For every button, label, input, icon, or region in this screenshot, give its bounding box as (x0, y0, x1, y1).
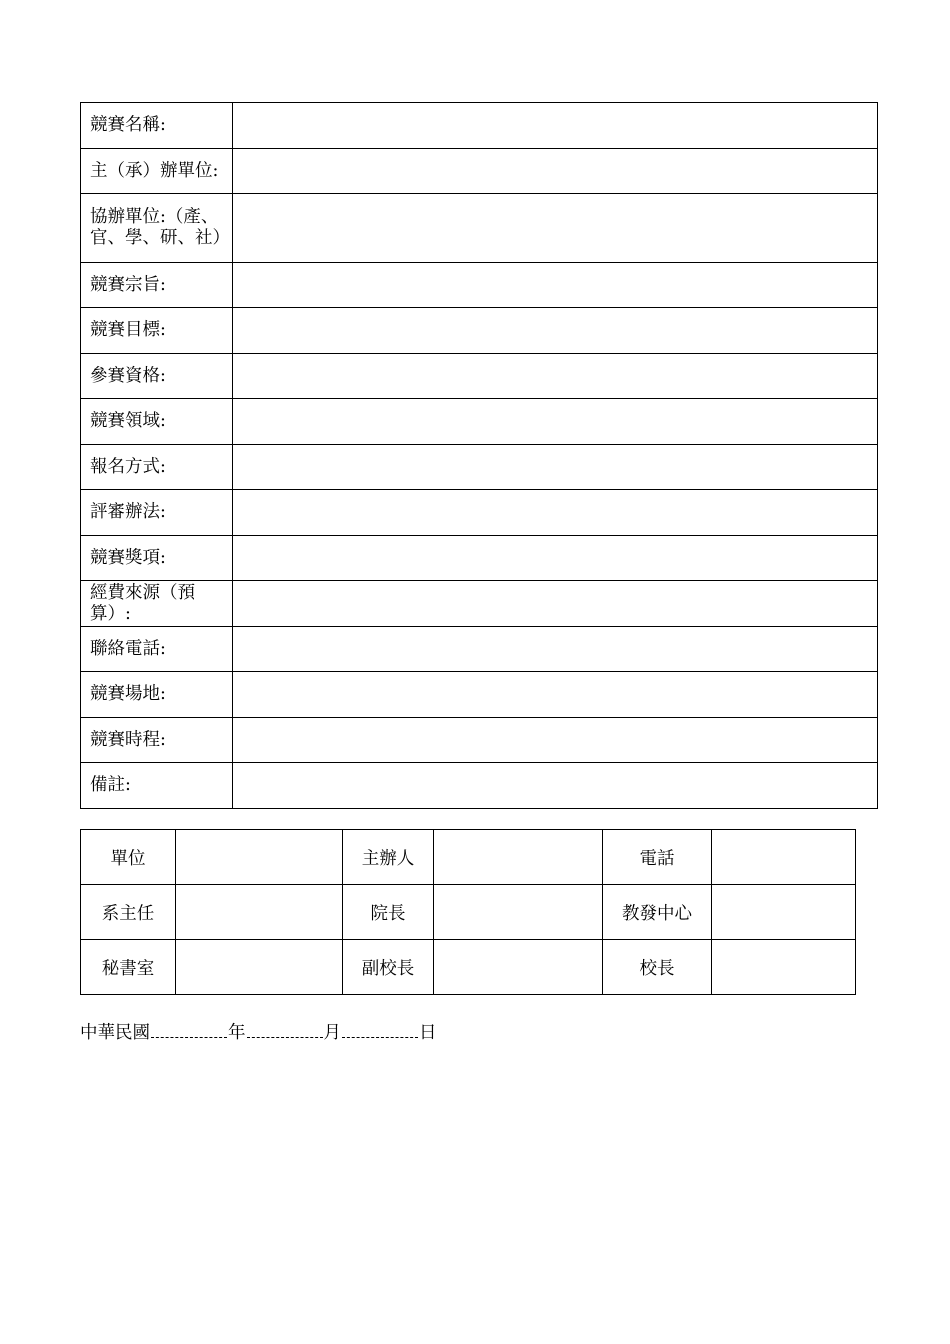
phone-field[interactable] (233, 627, 878, 672)
department-head-field[interactable] (176, 885, 343, 940)
organizer-field[interactable] (233, 149, 878, 194)
year-blank[interactable] (151, 1021, 227, 1038)
schedule-label: 競賽時程: (81, 718, 233, 763)
date-line (80, 1021, 437, 1045)
notes-label: 備註: (81, 763, 233, 809)
form-row-eligibility (81, 354, 878, 399)
form-row-schedule (81, 718, 878, 763)
day-blank[interactable] (342, 1021, 418, 1038)
judging-field[interactable] (233, 490, 878, 536)
unit-label: 單位 (81, 830, 176, 885)
signature-table (80, 829, 856, 995)
vice-president-label: 副校長 (343, 940, 434, 995)
competition-name-label: 競賽名稱: (81, 103, 233, 149)
telephone-label: 電話 (603, 830, 712, 885)
form-row-registration (81, 445, 878, 490)
awards-label: 競賽獎項: (81, 536, 233, 581)
form-row-venue (81, 672, 878, 718)
form-row-phone (81, 627, 878, 672)
registration-label: 報名方式: (81, 445, 233, 490)
eligibility-field[interactable] (233, 354, 878, 399)
day-label: 日 (419, 1023, 437, 1043)
form-row-name (81, 103, 878, 149)
secretariat-field[interactable] (176, 940, 343, 995)
month-label: 月 (323, 1023, 341, 1043)
year-label: 年 (228, 1023, 246, 1043)
goals-field[interactable] (233, 308, 878, 354)
department-head-label: 系主任 (81, 885, 176, 940)
secretariat-label: 秘書室 (81, 940, 176, 995)
co-organizer-field[interactable] (233, 194, 878, 263)
purpose-label: 競賽宗旨: (81, 263, 233, 308)
organizer-label (81, 149, 233, 194)
form-row-purpose (81, 263, 878, 308)
competition-form-table (80, 102, 878, 809)
dean-field[interactable] (434, 885, 603, 940)
organizer-label-text: 主（承）辦單位: (90, 160, 219, 181)
co-organizer-label (81, 194, 233, 263)
form-row-goals (81, 308, 878, 354)
month-blank[interactable] (247, 1021, 323, 1038)
telephone-field[interactable] (712, 830, 856, 885)
form-row-notes (81, 763, 878, 809)
signature-row (81, 885, 856, 940)
venue-label: 競賽場地: (81, 672, 233, 718)
co-organizer-label-text: 協辦單位:（產、官、學、研、社） (90, 207, 230, 248)
form-row-organizer (81, 149, 878, 194)
domain-label: 競賽領域: (81, 399, 233, 445)
competition-name-field[interactable] (233, 103, 878, 149)
funding-label (81, 581, 233, 627)
domain-field[interactable] (233, 399, 878, 445)
judging-label: 評審辦法: (81, 490, 233, 536)
date-prefix: 中華民國 (80, 1023, 150, 1043)
signature-row (81, 830, 856, 885)
purpose-field[interactable] (233, 263, 878, 308)
form-row-awards (81, 536, 878, 581)
form-row-funding (81, 581, 878, 627)
venue-field[interactable] (233, 672, 878, 718)
awards-field[interactable] (233, 536, 878, 581)
president-field[interactable] (712, 940, 856, 995)
phone-label: 聯絡電話: (81, 627, 233, 672)
eligibility-label: 參賽資格: (81, 354, 233, 399)
dean-label: 院長 (343, 885, 434, 940)
president-label: 校長 (603, 940, 712, 995)
organizer-person-label: 主辦人 (343, 830, 434, 885)
form-row-judging (81, 490, 878, 536)
goals-label: 競賽目標: (81, 308, 233, 354)
funding-label-text: 經費來源（預算）: (90, 582, 195, 624)
unit-field[interactable] (176, 830, 343, 885)
notes-field[interactable] (233, 763, 878, 809)
schedule-field[interactable] (233, 718, 878, 763)
teaching-center-label: 教發中心 (603, 885, 712, 940)
registration-field[interactable] (233, 445, 878, 490)
organizer-person-field[interactable] (434, 830, 603, 885)
funding-field[interactable] (233, 581, 878, 627)
vice-president-field[interactable] (434, 940, 603, 995)
form-row-co-organizer (81, 194, 878, 263)
form-row-field (81, 399, 878, 445)
teaching-center-field[interactable] (712, 885, 856, 940)
signature-row (81, 940, 856, 995)
